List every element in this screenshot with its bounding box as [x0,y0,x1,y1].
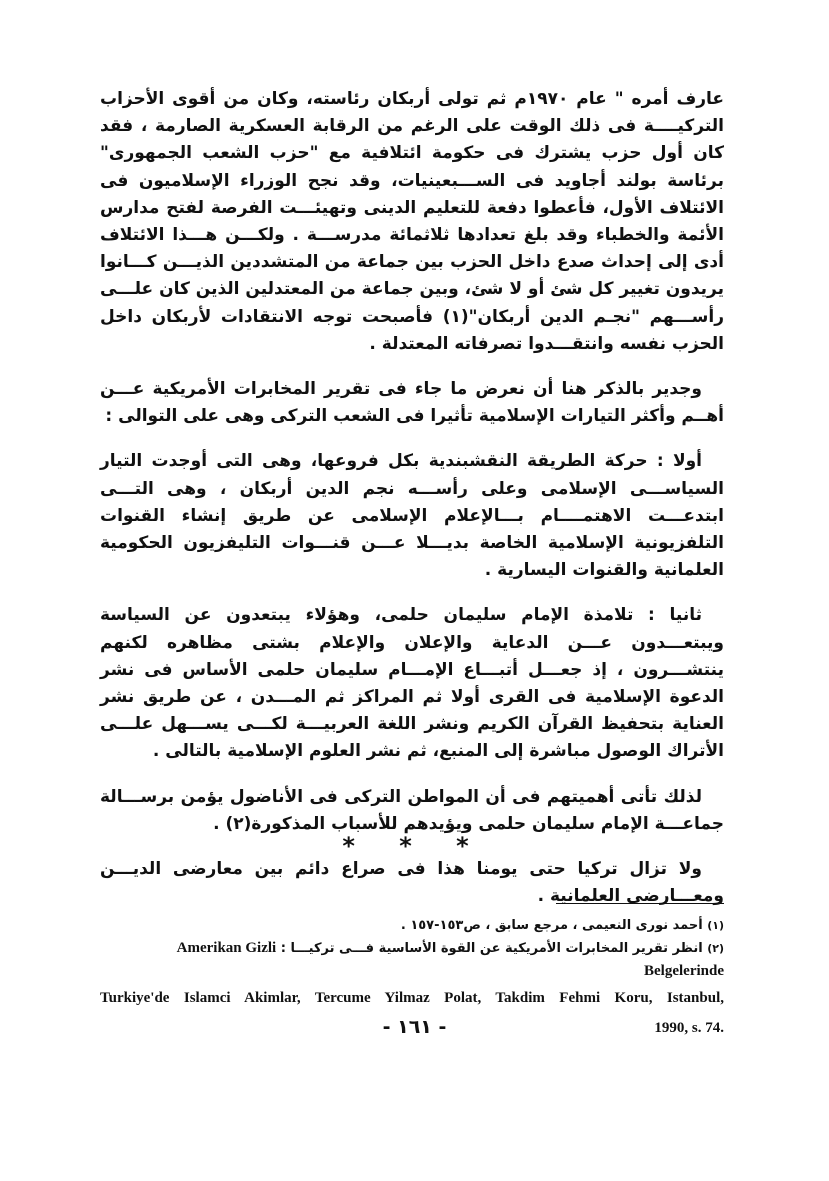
paragraph-suleyman-hilmi-students: ثانيا : تلامذة الإمام سليمان حلمى، وهؤلاء يبتعدون عن السياسة ويبتعـــدون عـــن الدعاية والإعلان والإعلام بشتى مظاهره لكنهم ينتشـــرون ، إذ جعـــل أتبـــاع الإمـــام سليمان حلمى الأساس فى نشر الدعوة الإسلامية فى القرى أولا ثم المراكز ثم المـــدن ، عن طريق نشر العناية بتحفيظ القرآن الكريم ونشر اللغة العربيـــة لكـــى يســـهل علـــى الأتراك الوصول مباشرة إلى المنبع، ثم نشر العلوم الإسلامية بالتالى . [100,605,724,762]
body-text [100,86,724,928]
footnote-2-citation: Turkiye'de Islamci Akimlar, Tercume Yilmaz Polat, Takdim Fehmi Koru, Istanbul, [100,990,724,1006]
paragraph-conclusion: ولا تزال تركيا حتى يومنا هذا فى صراع دائم بين معارضى الديـــن ومعـــارضى العلمانية . [100,859,724,907]
footnote-rule [556,903,724,904]
footnote-1 [100,915,724,937]
paragraph-naqshbandi-order: أولا : حركة الطريقة النقشبندية بكل فروعها، وهى التى أوجدت التيار السياســـى الإسلامى وعلى رأســـه نجم الدين أربكان ، وهى التـــى ابتدعـــت الاهتمــــام بـــالإعلام الإسلامى عن طريق إنشاء القنوات التلفزيونية الإسلامية الخاصة بديـــلا عـــن قنـــوات التليفزيون الحكومية العلمانية والقنوات اليسارية . [100,451,724,581]
footnote-2 [100,937,724,983]
paragraph-cia-report-intro: وجدير بالذكر هنا أن نعرض ما جاء فى تقرير المخابرات الأمريكية عـــن أهــم وأكثر التيارات الإسلامية تأثيرا فى الشعب التركى وهى على التوالى : [100,379,724,427]
footnote-2-text-arabic: انظر تقرير المخابرات الأمريكية عن القوة الأساسية فـــى تركيـــا : [280,941,703,956]
paragraph-hizb-history: عارف أمره " عام ١٩٧٠م ثم تولى أربكان رئاسته، وكان من أقوى الأحزاب التركيــــة فى ذلك الوقت على الرغم من الرقابة العسكرية الصارمة ، فقد كان أول حزب يشترك فى حكومة ائتلافية مع "حزب الشعب الجمهورى" برئاسة بولند أجاويد فى الســـبعينيات، وقد نجح الوزراء الإسلاميون فى الائتلاف الأول، فأعطوا دفعة للتعليم الدينى وتهيئـــت الفرصة لفتح مدارس الأئمة والخطباء وقد بلغ تعدادها ثلاثمائة مدرســـة . ولكـــن هـــذا الائتلاف أدى إلى إحداث صدع داخل الحزب بين جماعة من المتشددين الذيـــن كـــانوا يريدون تغيير كل شئ أو لا شئ، وبين جماعة من المعتدلين الذين كان علـــى رأســـهم "نجـم الدين أربكان"(١) فأصبحت توجه الانتقادات لأربكان داخل الحزب نفسه وانتقـــدوا تصرفاته المعتدلة . [99,89,724,354]
footnote-1-text: أحمد نورى النعيمى ، مرجع سابق ، ص١٥٣-١٥٧ . [400,918,703,933]
footnote-2-citation-year: 1990, s. 74. [654,1020,724,1036]
paragraph-anatolia-importance: لذلك تأتى أهميتهم فى أن المواطن التركى فى الأناضول يؤمن برســـالة جماعـــة الإمام سليمان حلمى ويؤيدهم للأسباب المذكورة(٢) . [100,786,724,834]
page-number: - ١٦١ - [382,1016,447,1038]
footnote-1-number: (١) [707,919,724,932]
footnote-2-number: (٢) [707,942,724,955]
section-separator: * * * [342,832,487,860]
footnote-2-title-latin: Amerikan Gizli Belgelerinde [176,940,724,979]
